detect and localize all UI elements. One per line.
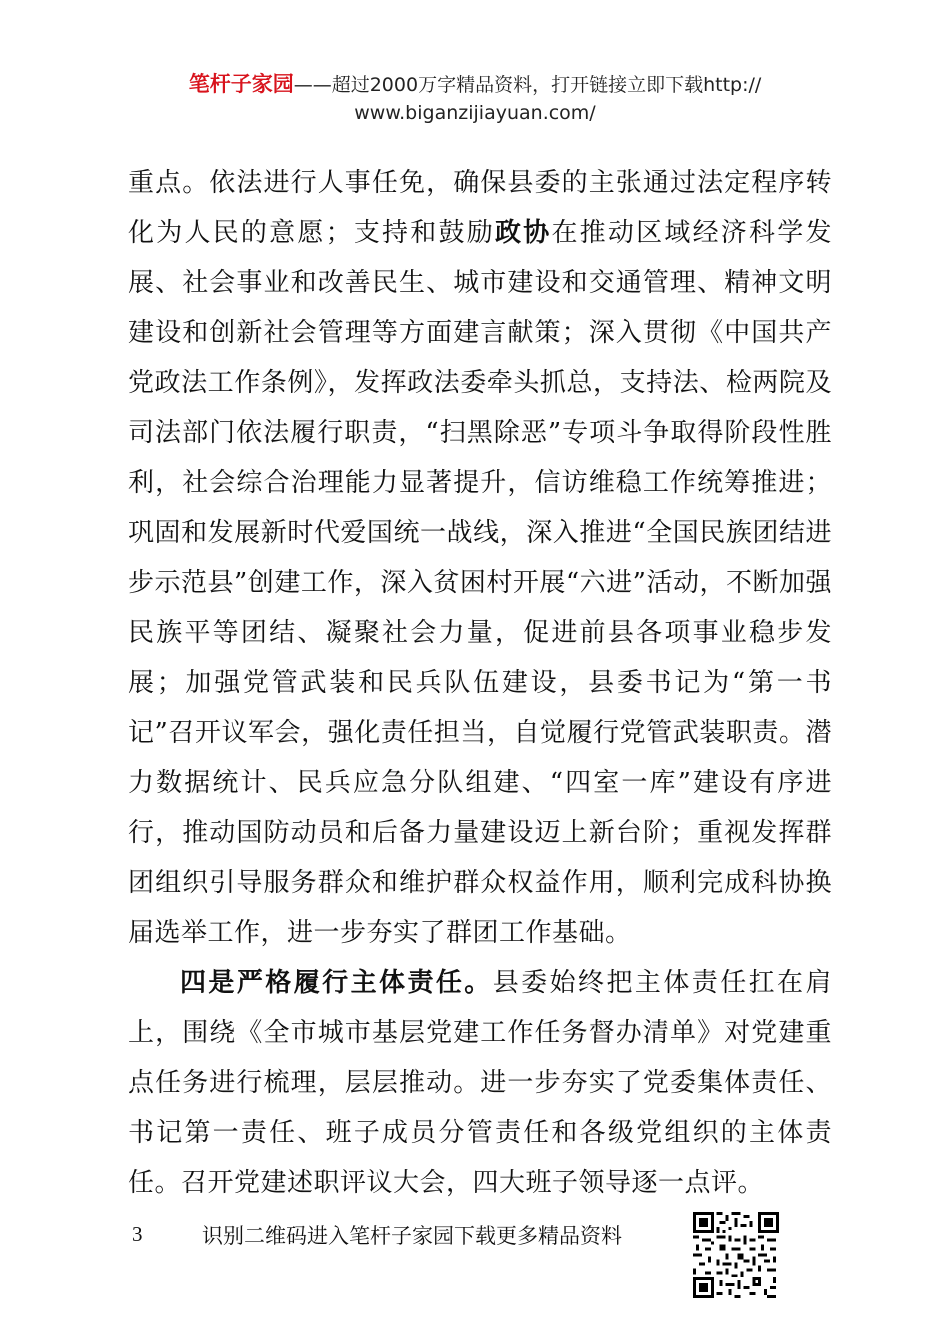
paragraph-1-text-b: 在推动区域经济科学发展、社会事业和改善民生、城市建设和交通管理、精神文明建设和创新社会管理等方面建言献策；深入贯彻《中国共产党政法工作条例》，发挥政法委牵头抓总，支持法、检两院及司法部门依法履行职责，“扫黑除恶”专项斗争取得阶段性胜利，社会综合治理能力显著提升，信访维稳工作统筹推进；巩固和发展新时代爱国统一战线，深入推进“全国民族团结进步示范县”创建工作，深入贫困村开展“六进”活动，不断加强民族平等团结、凝聚社会力量，促进前县各项事业稳步发展；加强党管武装和民兵队伍建设，县委书记为“第一书记”召开议军会，强化责任担当，自觉履行党管武装职责。潜力数据统计、民兵应急分队组建、“四室一库”建设有序进行，推动国防动员和后备力量建设迈上新台阶；重视发挥群团组织引导服务群众和维护群众权益作用，顺利完成科协换届选举工作，进一步夯实了群团工作基础。 <box>128 218 832 948</box>
page-header <box>0 70 950 127</box>
qr-code-icon[interactable] <box>693 1212 779 1298</box>
header-line-1 <box>0 70 950 99</box>
page-footer <box>0 1210 950 1300</box>
paragraph-2-text: 县委始终把主体责任扛在肩上，围绕《全市城市基层党建工作任务督办清单》对党建重点任务进行梳理，层层推动。进一步夯实了党委集体责任、书记第一责任、班子成员分管责任和各级党组织的主体责任。召开党建述职评议大会，四大班子领导逐一点评。 <box>128 968 832 1198</box>
paragraph-1-text-a: 重点。依法进行人事任免，确保县委的主张通过法定程序转化为人民的意愿；支持和鼓励 <box>128 168 832 248</box>
paragraph-1-bold-term: 政协 <box>494 218 552 248</box>
header-tagline: ——超过2000万字精品资料，打开链接立即下载http:// <box>293 74 762 96</box>
header-url[interactable]: www.biganzijiayuan.com/ <box>354 102 596 124</box>
document-body <box>128 158 832 1208</box>
page-number: 3 <box>132 1222 143 1246</box>
brand-name: 笔杆子家园 <box>188 72 294 96</box>
footer-text: 识别二维码进入笔杆子家园下载更多精品资料 <box>202 1224 622 1248</box>
paragraph-1 <box>128 158 832 958</box>
paragraph-2 <box>128 958 832 1208</box>
paragraph-2-lead: 四是严格履行主体责任。 <box>180 968 493 998</box>
